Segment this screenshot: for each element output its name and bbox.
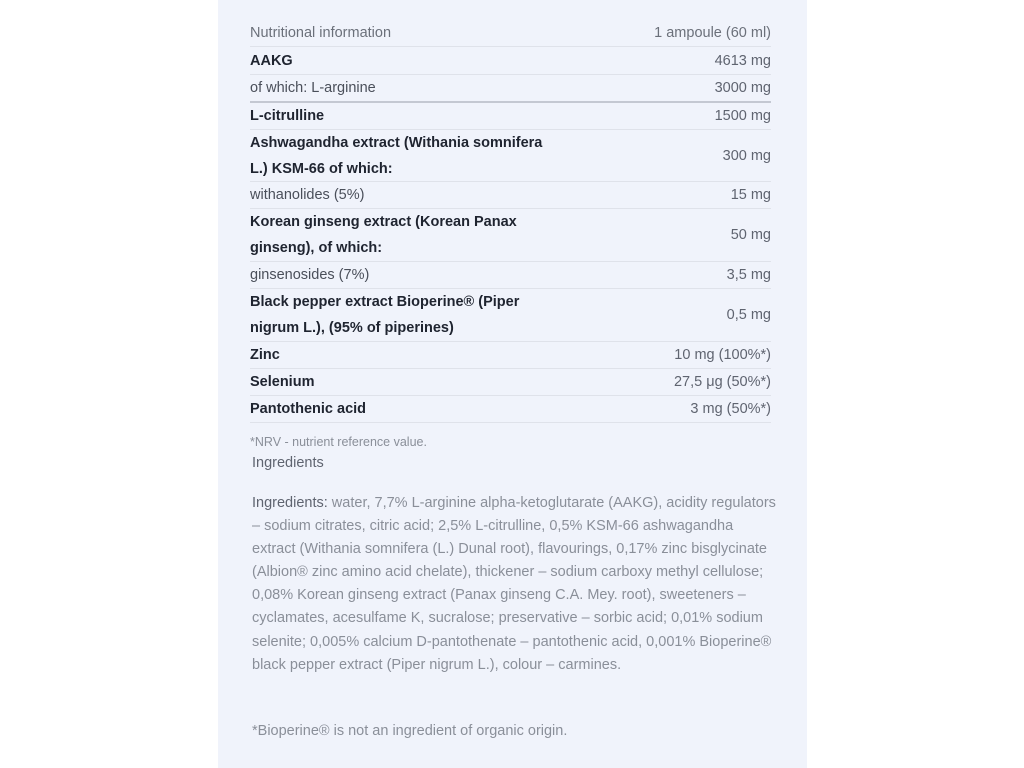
- header-label: Nutritional information: [250, 24, 392, 41]
- row-name: Pantothenic acid: [250, 401, 367, 417]
- row-name: Black pepper extract Bioperine® (Piper nigrum L.), (95% of piperines): [250, 294, 520, 336]
- row-name: Selenium: [250, 374, 315, 390]
- ingredients-body: water, 7,7% L-arginine alpha-ketoglutarate (AAKG), acidity regulators – sodium citrates, citric acid; 2,5% L-citrulline, 0,5% KSM-66 ashwagandha extract (Withania somnifera (L.) Dunal root), flavourings, 0,17% zinc bisglycinate (Albion® zinc amino acid chelate), thickener – sodium carboxy methyl cellulose; 0,08% Korean ginseng extract (Panax ginseng C.A. Mey. root), sweeteners – cyclamates, acesulfame K, sucralose; preservative – sorbic acid; 0,01% sodium selenite; 0,005% calcium D-pantothenate – pantothenic acid, 0,001% Bioperine® black pepper extract (Piper nigrum L.), colour – carmines.: [252, 495, 776, 673]
- row-value: 50 mg: [730, 227, 771, 243]
- bioperine-note: *Bioperine® is not an ingredient of organic origin.: [252, 723, 568, 739]
- row-name: withanolides (5%): [250, 187, 365, 203]
- row-name: L-citrulline: [250, 108, 325, 124]
- table-row: [250, 289, 771, 342]
- table-row: [250, 369, 771, 396]
- table-row: [250, 209, 771, 262]
- row-value: 4613 mg: [714, 52, 771, 69]
- row-name: Zinc: [250, 347, 280, 363]
- row-value: 10 mg (100%*): [674, 347, 771, 363]
- row-name: ginsenosides (7%): [250, 267, 370, 283]
- table-row: [250, 75, 771, 103]
- row-value: 0,5 mg: [726, 307, 771, 323]
- row-name: of which: L-arginine: [250, 80, 376, 96]
- table-row: [250, 182, 771, 209]
- row-value: 3 mg (50%*): [690, 401, 771, 417]
- row-value: 3000 mg: [714, 80, 771, 96]
- table-row: [250, 47, 771, 75]
- row-name: Korean ginseng extract (Korean Panax ginseng), of which:: [250, 214, 517, 256]
- row-name: Ashwagandha extract (Withania somnifera L.) KSM-66 of which:: [250, 134, 543, 177]
- ingredients-text: [252, 492, 777, 677]
- table-row: [250, 130, 771, 182]
- table-row: [250, 396, 771, 423]
- row-value: 27,5 μg (50%*): [673, 374, 771, 390]
- ingredients-lead: Ingredients:: [252, 495, 328, 511]
- row-value: 15 mg: [730, 187, 771, 203]
- row-value: 300 mg: [722, 147, 771, 164]
- table-row: [250, 103, 771, 130]
- table-row: [250, 342, 771, 369]
- row-name: AAKG: [250, 52, 293, 69]
- row-value: 1500 mg: [714, 108, 771, 124]
- nrv-footnote: *NRV - nutrient reference value.: [250, 435, 427, 449]
- nutrition-table: [250, 19, 771, 423]
- table-row: [250, 262, 771, 289]
- row-value: 3,5 mg: [726, 267, 771, 283]
- header-value: 1 ampoule (60 ml): [654, 24, 771, 41]
- ingredients-heading: Ingredients: [252, 455, 324, 471]
- table-header-row: [250, 19, 771, 47]
